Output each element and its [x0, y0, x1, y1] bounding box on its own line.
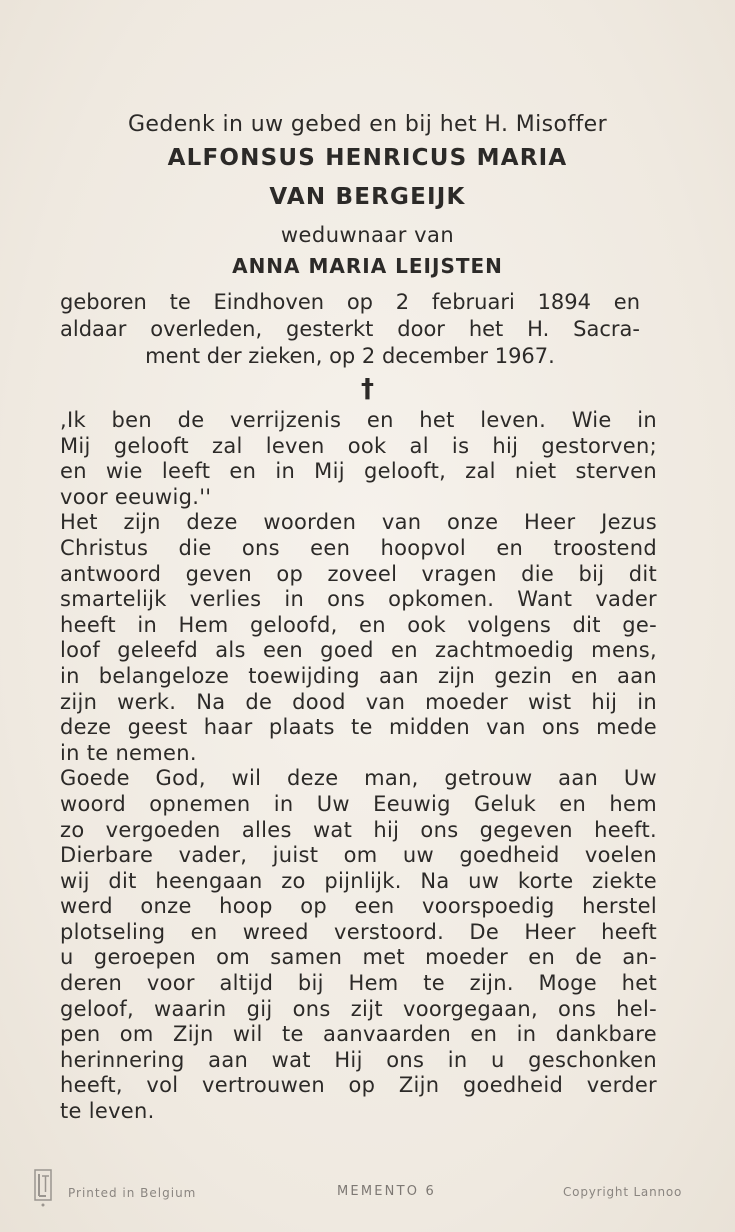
relation-line: weduwnaar van	[280, 223, 455, 247]
text-line: werd onze hoop op een voorspoedig herstel	[60, 894, 657, 919]
memorial-text	[60, 408, 657, 1125]
text-line: smartelijk verlies in ons opkomen. Want vader	[60, 587, 657, 612]
text-line: Goede God, wil deze man, getrouw aan Uw	[60, 766, 657, 791]
spouse-name: ANNA MARIA LEIJSTEN	[232, 254, 503, 278]
text-line: deren voor altijd bij Hem te zijn. Moge het	[60, 971, 657, 996]
birth-death-text	[60, 289, 640, 370]
bio-line: ment der zieken, op 2 december 1967.	[145, 344, 555, 368]
text-line: wij dit heengaan zo pijnlijk. Na uw korte ziekte	[60, 868, 657, 893]
text-line: loof geleefd als een goed en zachtmoedig mens,	[60, 638, 657, 663]
copyright-text: Copyright Lannoo	[563, 1185, 683, 1199]
bio-line: geboren te Eindhoven op 2 februari 1894 en	[60, 290, 640, 314]
text-line: geloof, waarin gij ons zijt voorgegaan, ons hel-	[60, 996, 657, 1021]
text-line: herinnering aan wat Hij ons in u geschonken	[60, 1047, 657, 1072]
deceased-name-line2: VAN BERGEIJK	[269, 184, 466, 210]
text-line: heeft in Hem geloofd, en ook volgens dit ge-	[60, 612, 657, 637]
intro-line: Gedenk in uw gebed en bij het H. Misoffer	[127, 112, 608, 137]
text-line: deze geest haar plaats te midden van ons mede	[60, 715, 657, 740]
text-line: antwoord geven op zoveel vragen die bij dit	[60, 561, 657, 586]
text-line: zijn werk. Na de dood van moeder wist hij in	[60, 689, 657, 714]
memento-label: MEMENTO 6	[337, 1184, 436, 1199]
text-line: in te nemen.	[60, 740, 197, 765]
text-line: te leven.	[60, 1099, 155, 1124]
bio-line: aldaar overleden, gesterkt door het H. Sacra-	[60, 317, 640, 341]
text-line: zo vergoeden alles wat hij ons gegeven heeft.	[60, 817, 657, 842]
text-line: u geroepen om samen met moeder en de an-	[60, 945, 657, 970]
deceased-name-line1: ALFONSUS HENRICUS MARIA	[167, 145, 568, 171]
text-line: Dierbare vader, juist om uw goedheid voelen	[60, 843, 657, 868]
text-line: pen om Zijn wil te aanvaarden en in dankbare	[60, 1022, 657, 1047]
text-line: in belangeloze toewijding aan zijn gezin en aan	[60, 663, 657, 688]
footer	[0, 1178, 735, 1218]
text-line: plotseling en wreed verstoord. De Heer heeft	[60, 919, 657, 944]
text-line: en wie leeft en in Mij gelooft, zal niet sterven	[60, 459, 657, 484]
text-line: Het zijn deze woorden van onze Heer Jezus	[60, 510, 657, 535]
text-line: voor eeuwig.''	[60, 484, 212, 509]
text-line: Christus die ons een hoopvol en troostend	[60, 535, 657, 560]
text-line: heeft, vol vertrouwen op Zijn goedheid verder	[60, 1073, 657, 1098]
text-line: Mij gelooft zal leven ook al is hij gestorven;	[60, 433, 657, 458]
cross-icon: †	[361, 374, 374, 404]
text-line: woord opnemen in Uw Eeuwig Geluk en hem	[60, 791, 657, 816]
printed-in-text: Printed in Belgium	[68, 1186, 197, 1200]
text-line: ,Ik ben de verrijzenis en het leven. Wie in	[60, 408, 657, 432]
lt-publisher-logo-icon	[33, 1168, 53, 1208]
